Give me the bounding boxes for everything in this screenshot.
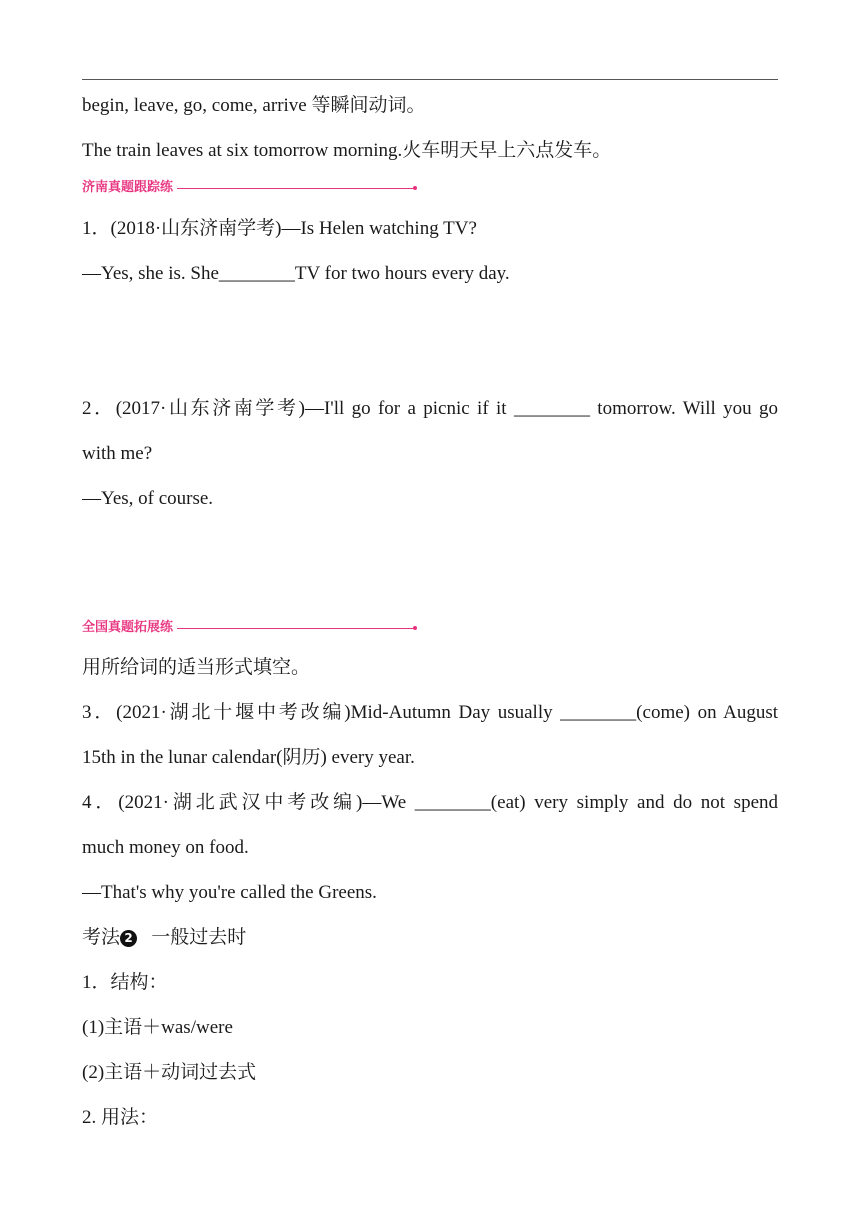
kaofa-heading <box>82 926 778 950</box>
question-2-cont: with me? <box>82 443 153 464</box>
instruction: 用所给词的适当形式填空。 <box>82 657 311 678</box>
kaofa-prefix: 考法 <box>82 927 121 948</box>
question-4-cont: much money on food. <box>82 837 249 858</box>
structure-item: (2)主语＋动词过去式 <box>82 1062 257 1083</box>
structure-item: (1)主语＋was/were <box>82 1017 233 1038</box>
section-header-jinan <box>82 179 415 197</box>
section-divider <box>177 188 415 189</box>
number-circle-icon: 2 <box>120 930 137 947</box>
question-4-reply: —That's why you're called the Greens. <box>82 882 377 903</box>
section-label: 全国真题拓展练 <box>82 620 174 635</box>
question-3-cont: 15th in the lunar calendar(阴历) every year. <box>82 747 415 768</box>
question-2-reply: —Yes, of course. <box>82 488 214 509</box>
structure-heading: 1．结构： <box>82 972 168 993</box>
question-1-stem: 1．(2018·山东济南学考)—Is Helen watching TV? <box>82 218 477 239</box>
question-3-stem: 3．(2021·湖北十堰中考改编)Mid-Autumn Day usually ________(come) on August <box>82 702 778 723</box>
usage-heading: 2. 用法： <box>82 1107 159 1128</box>
text-line: begin, leave, go, come, arrive 等瞬间动词。 <box>82 95 426 116</box>
section-label: 济南真题跟踪练 <box>82 180 174 195</box>
section-header-national <box>82 619 415 637</box>
question-1-line: —Yes, she is. She________TV for two hours every day. <box>82 263 510 284</box>
header-rule <box>82 79 778 80</box>
kaofa-title: 一般过去时 <box>151 927 247 948</box>
question-4-stem: 4．(2021·湖北武汉中考改编)—We ________(eat) very simply and do not spend <box>82 792 778 813</box>
section-divider <box>177 628 415 629</box>
question-2-stem: 2．(2017·山东济南学考)—I'll go for a picnic if it ________ tomorrow. Will you go <box>82 398 778 419</box>
text-line: The train leaves at six tomorrow morning.火车明天早上六点发车。 <box>82 140 612 161</box>
